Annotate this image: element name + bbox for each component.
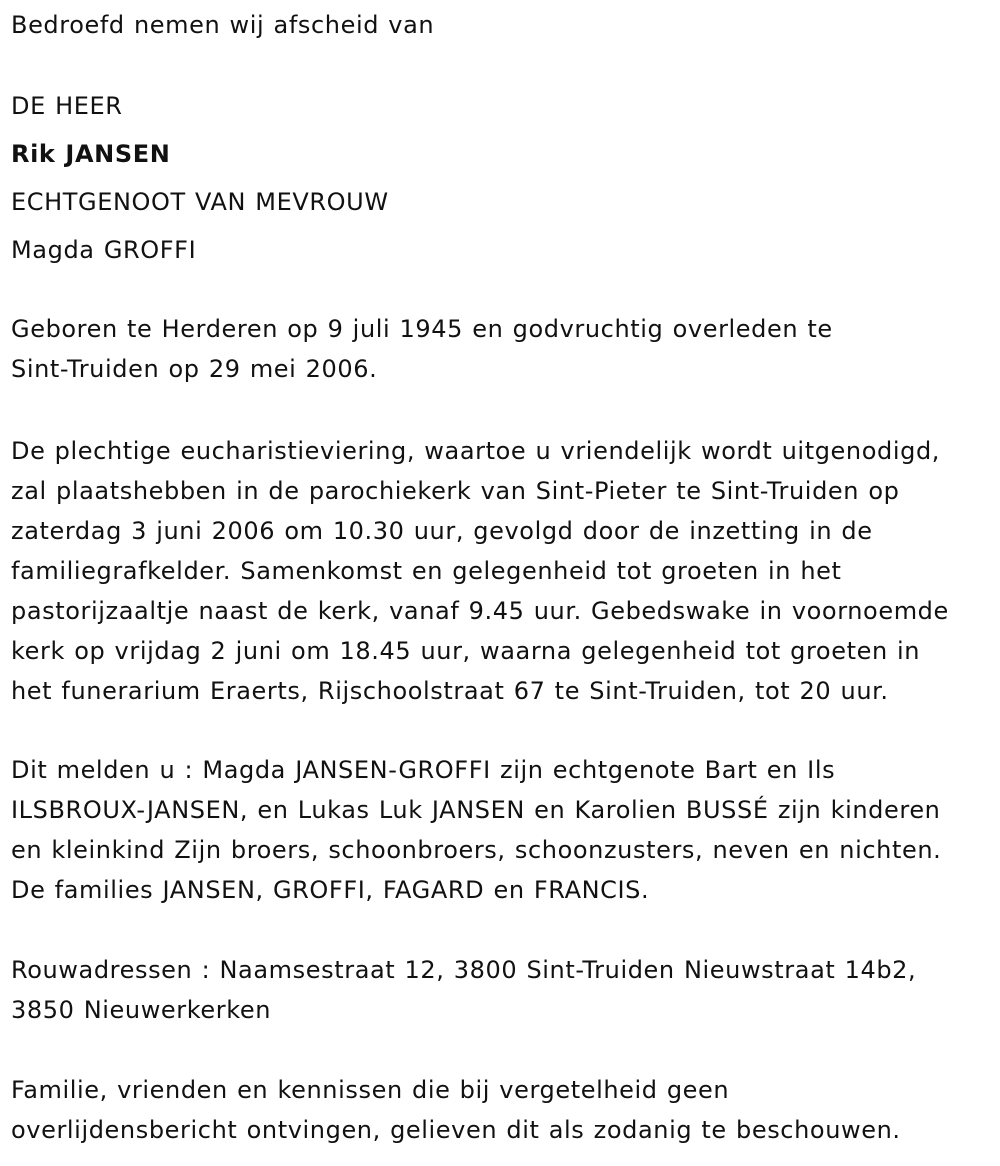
- paragraph-line: familiegrafkelder. Samenkomst en gelegenheid tot groeten in het: [11, 557, 842, 585]
- paragraph-line: en kleinkind Zijn broers, schoonbroers, schoonzusters, neven en nichten.: [11, 836, 942, 864]
- paragraph-line: De plechtige eucharistieviering, waartoe u vriendelijk wordt uitgenodigd,: [11, 437, 941, 465]
- paragraph-line: het funerarium Eraerts, Rijschoolstraat 67 te Sint-Truiden, tot 20 uur.: [11, 677, 889, 705]
- paragraph-line: Rouwadressen : Naamsestraat 12, 3800 Sint-Truiden Nieuwstraat 14b2,: [11, 956, 917, 984]
- deceased-name: Rik JANSEN: [11, 140, 171, 168]
- paragraph-line: De families JANSEN, GROFFI, FAGARD en FRANCIS.: [11, 876, 650, 904]
- title-text: DE HEER: [11, 92, 123, 120]
- paragraph-line: ILSBROUX-JANSEN, en Lukas Luk JANSEN en Karolien BUSSÉ zijn kinderen: [11, 796, 941, 824]
- intro-text: Bedroefd nemen wij afscheid van: [11, 11, 435, 39]
- paragraph-line: zaterdag 3 juni 2006 om 10.30 uur, gevolgd door de inzetting in de: [11, 517, 873, 545]
- relation-text: ECHTGENOOT VAN MEVROUW: [11, 188, 389, 216]
- paragraph-line: Dit melden u : Magda JANSEN-GROFFI zijn echtgenote Bart en Ils: [11, 756, 836, 784]
- paragraph-line: Geboren te Herderen op 9 juli 1945 en godvruchtig overleden te: [11, 315, 833, 343]
- paragraph-line: Sint-Truiden op 29 mei 2006.: [11, 355, 378, 383]
- paragraph-line: 3850 Nieuwerkerken: [11, 996, 272, 1024]
- paragraph-line: Familie, vrienden en kennissen die bij vergetelheid geen: [11, 1076, 730, 1104]
- spouse-name: Magda GROFFI: [11, 236, 197, 264]
- paragraph-line: pastorijzaaltje naast de kerk, vanaf 9.45 uur. Gebedswake in voornoemde: [11, 597, 949, 625]
- paragraph-line: kerk op vrijdag 2 juni om 18.45 uur, waarna gelegenheid tot groeten in: [11, 637, 921, 665]
- paragraph-line: overlijdensbericht ontvingen, gelieven dit als zodanig te beschouwen.: [11, 1116, 901, 1144]
- paragraph-line: zal plaatshebben in de parochiekerk van Sint-Pieter te Sint-Truiden op: [11, 477, 900, 505]
